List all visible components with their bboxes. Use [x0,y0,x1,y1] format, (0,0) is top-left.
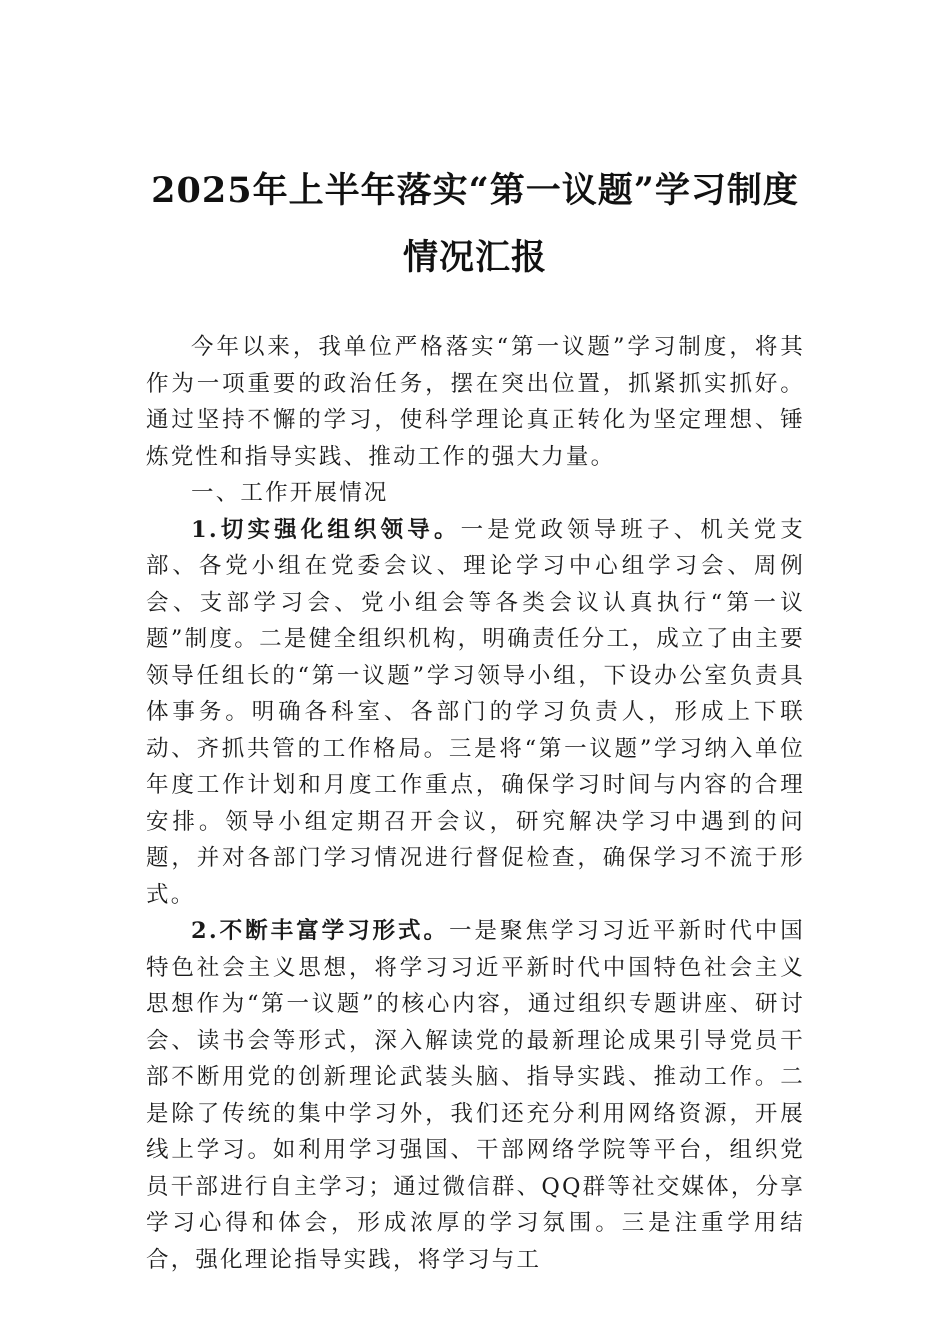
item-1-body: 一是党政领导班子、机关党支部、各党小组在党委会议、理论学习中心组学习会、周例会、支部学习会、党小组会等各类会议认真执行“第一议题”制度。二是健全组织机构，明确责任分工，成立了由主要领导任组长的“第一议题”学习领导小组，下设办公室负责具体事务。明确各科室、各部门的学习负责人，形成上下联动、齐抓共管的工作格局。三是将“第一议题”学习纳入单位年度工作计划和月度工作重点，确保学习时间与内容的合理安排。领导小组定期召开会议，研究解决学习中遇到的问题，并对各部门学习情况进行督促检查，确保学习不流于形式。 [146,516,805,908]
item-2-body: 一是聚焦学习习近平新时代中国特色社会主义思想，将学习习近平新时代中国特色社会主义思想作为“第一议题”的核心内容，通过组织专题讲座、研讨会、读书会等形式，深入解读党的最新理论成果引导党员干部不断用党的创新理论武装头脑、指导实践、推动工作。二是除了传统的集中学习外，我们还充分利用网络资源，开展线上学习。如利用学习强国、干部网络学院等平台，组织党员干部进行自主学习；通过微信群、QQ群等社交媒体，分享学习心得和体会，形成浓厚的学习氛围。三是注重学用结合，强化理论指导实践，将学习与工 [146,918,805,1273]
section-heading: 一、工作开展情况 [191,480,389,506]
item-1-lead: 1.切实强化组织领导。 [191,516,461,543]
item-2-paragraph [146,913,805,1278]
intro-paragraph: 今年以来，我单位严格落实“第一议题”学习制度，将其作为一项重要的政治任务，摆在突出位置，抓紧抓实抓好。通过坚持不懈的学习，使科学理论真正转化为坚定理想、锤炼党性和指导实践、推动工作的强大力量。 [146,334,805,470]
item-1-paragraph [146,512,805,914]
item-2-lead: 2.不断丰富学习形式。 [191,918,450,944]
document-body [146,329,805,1278]
document-title-line-2: 情况汇报 [402,237,547,278]
document-title-line-1: 2025年上半年落实“第一议题”学习制度 [151,170,799,211]
